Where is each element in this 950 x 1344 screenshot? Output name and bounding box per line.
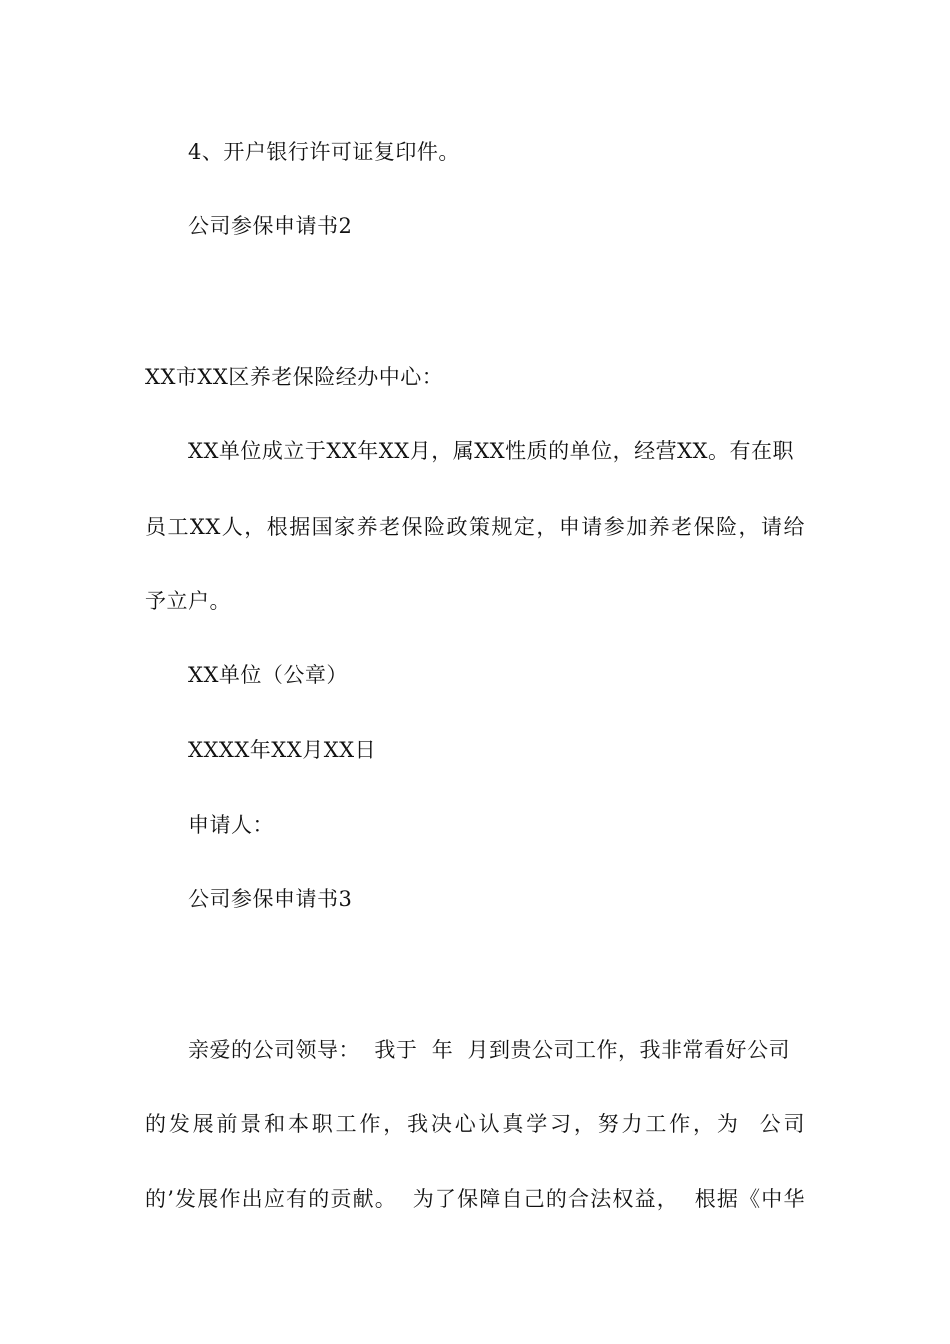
body-paragraph-line-1: XX单位成立于XX年XX月，属XX性质的单位，经营XX。有在职 [188, 439, 794, 463]
letter-paragraph-line-1: 亲爱的公司领导： 我于 年 月到贵公司工作，我非常看好公司 [188, 1038, 791, 1062]
signature-unit: XX单位（公章） [188, 663, 348, 687]
attachment-item-4: 4、开户银行许可证复印件。 [188, 140, 460, 164]
body-paragraph-line-3: 予立户。 [145, 589, 231, 613]
applicant-label: 申请人： [188, 813, 274, 837]
section-heading-2: 公司参保申请书2 [188, 214, 353, 238]
body-paragraph-line-2: 员工XX人，根据国家养老保险政策规定，申请参加养老保险，请给 [145, 515, 805, 539]
signature-date: XXXX年XX月XX日 [188, 738, 377, 762]
letter-paragraph-line-3: 的’发展作出应有的贡献。 为了保障自己的合法权益， 根据《中华 [145, 1187, 805, 1211]
addressee: XX市XX区养老保险经办中心： [145, 365, 444, 389]
section-heading-3: 公司参保申请书3 [188, 887, 353, 911]
letter-paragraph-line-2: 的发展前景和本职工作，我决心认真学习，努力工作，为 公司 [145, 1112, 805, 1136]
